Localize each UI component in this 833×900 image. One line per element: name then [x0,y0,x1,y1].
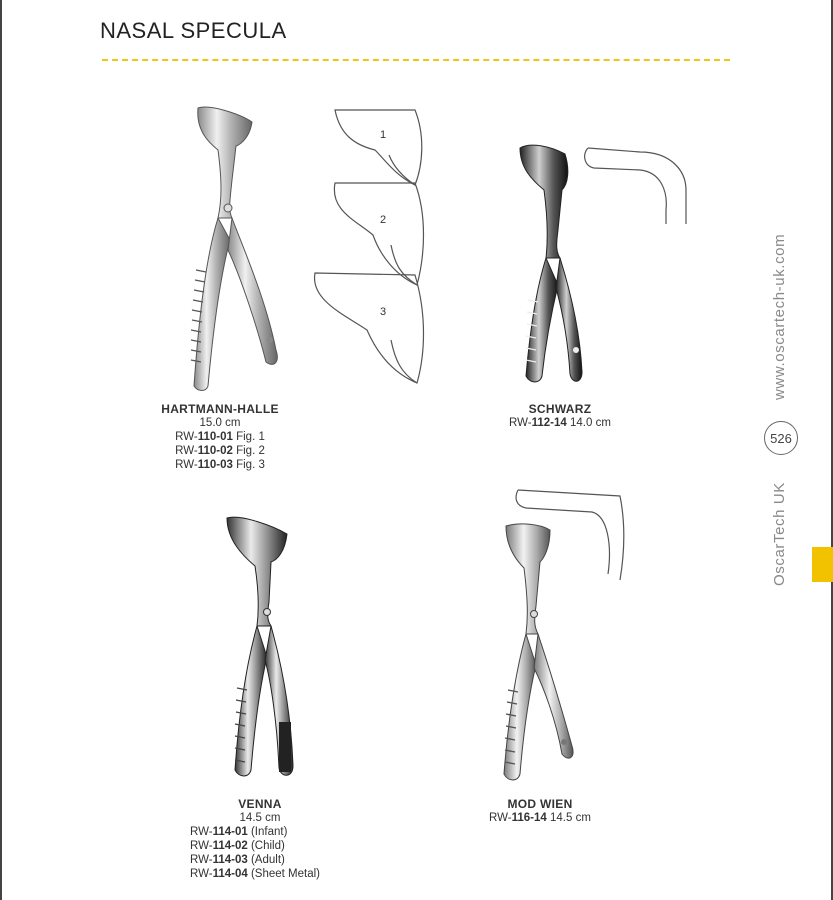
figure-number-1: 1 [380,129,387,141]
product-name: HARTMANN-HALLE [161,402,279,416]
figure-number-3: 3 [380,306,387,318]
hartmann-halle-blade-figures [305,105,440,390]
schwarz-blade-figure [580,140,695,230]
product-schwarz [480,402,640,430]
product-name: VENNA [238,797,282,811]
product-code: RW-114-02 (Child) [190,840,285,852]
product-name: SCHWARZ [528,402,592,416]
product-venna [170,797,350,881]
title-divider [102,59,730,61]
brand-name: OscarTech UK [771,482,788,586]
product-size: 15.0 cm [199,417,241,429]
product-code: RW-110-01 Fig. 1 [175,431,265,443]
figure-number-2: 2 [380,214,387,226]
section-tab [812,547,833,582]
mod-wien-blade-figure [512,486,632,586]
product-code: RW-112-14 14.0 cm [509,417,611,429]
product-size: 14.5 cm [239,812,281,824]
venna-speculum-icon [215,512,310,782]
website-url: www.oscartech-uk.com [771,233,788,400]
product-code-list [170,825,350,881]
hartmann-halle-speculum-icon [170,100,290,400]
page-title: NASAL SPECULA [100,18,287,43]
product-hartmann-halle [140,402,300,472]
page-number: 526 [764,421,798,455]
product-mod-wien [460,797,620,825]
page-border-left [0,0,2,900]
product-code: RW-116-14 14.5 cm [489,812,591,824]
product-code: RW-110-02 Fig. 2 [175,445,265,457]
product-code: RW-114-01 (Infant) [190,826,288,838]
product-code: RW-114-03 (Adult) [190,854,285,866]
product-name: MOD WIEN [507,797,573,811]
product-code: RW-110-03 Fig. 3 [175,459,265,471]
product-code: RW-114-04 (Sheet Metal) [190,868,320,880]
